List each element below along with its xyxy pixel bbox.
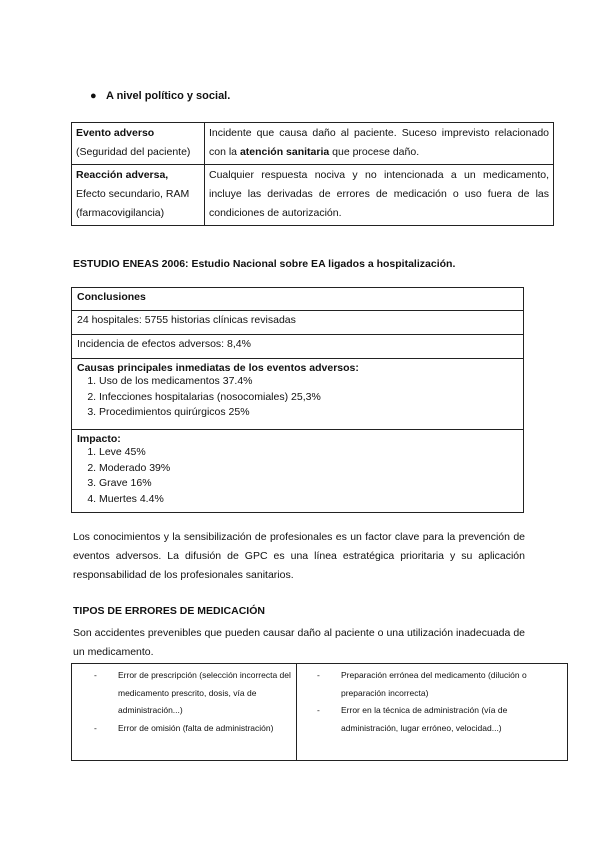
error-text: Preparación errónea del medicamento (dilución o preparación incorrecta)	[341, 670, 527, 698]
definitions-table	[71, 122, 554, 226]
list-item	[317, 702, 565, 737]
error-text: Error de omisión (falta de administración)	[118, 722, 274, 733]
dash-icon: -	[94, 670, 97, 680]
dash-icon: -	[94, 722, 97, 733]
error-types-box	[71, 663, 568, 761]
impact-list	[77, 445, 518, 507]
error-column-left	[94, 667, 294, 737]
dash-icon: -	[317, 705, 320, 715]
causes-list	[77, 374, 518, 421]
dash-icon: -	[317, 670, 320, 680]
definition-text: Cualquier respuesta nociva y no intencionada a un medicamento, incluye las derivadas de errores de medicación o uso fuera de las condiciones de autorización.	[209, 169, 549, 219]
term-title: Evento adverso	[76, 127, 155, 139]
study-title: ESTUDIO ENEAS 2006: Estudio Nacional sobre EA ligados a hospitalización.	[73, 258, 456, 270]
list-item: 1. Uso de los medicamentos 37.4%	[99, 374, 518, 390]
table-row	[72, 165, 554, 226]
list-item: 3. Procedimientos quirúrgicos 25%	[99, 405, 518, 421]
definition-cell	[205, 165, 554, 226]
error-column-right	[317, 667, 565, 737]
list-item: 3. Grave 16%	[99, 476, 518, 492]
term-cell	[72, 165, 205, 226]
term-cell	[72, 123, 205, 165]
conclusions-causes	[71, 359, 524, 430]
list-item	[317, 667, 565, 702]
definition-bold: atención sanitaria	[239, 146, 330, 158]
conclusions-hospitals: 24 hospitales: 5755 historias clínicas revisadas	[71, 311, 524, 335]
list-item: 2. Infecciones hospitalarias (nosocomiales) 25,3%	[99, 390, 518, 406]
bullet-heading	[90, 90, 230, 102]
error-text: Error en la técnica de administración (vía de administración, lugar erróneo, velocidad...)	[341, 705, 508, 733]
conclusions-header: Conclusiones	[71, 287, 524, 311]
bullet-icon: ●	[90, 90, 97, 102]
impact-label: Impacto:	[77, 433, 121, 445]
errors-section-title: TIPOS DE ERRORES DE MEDICACIÓN	[73, 605, 265, 617]
definition-text: Incidente que causa daño al paciente. Suceso imprevisto relacionado con la	[209, 127, 549, 158]
term-subtitle: Efecto secundario, RAM (farmacovigilancia)	[76, 188, 190, 219]
term-subtitle: (Seguridad del paciente)	[76, 146, 191, 158]
definition-cell	[205, 123, 554, 165]
conclusions-incidence: Incidencia de efectos adversos: 8,4%	[71, 335, 524, 359]
column-divider	[296, 664, 297, 760]
error-text: Error de prescripción (selección incorrecta del medicamento prescrito, dosis, vía de administración...)	[118, 670, 291, 715]
list-item: 4. Muertes 4.4%	[99, 492, 518, 508]
list-item: 1. Leve 45%	[99, 445, 518, 461]
gpc-paragraph: Los conocimientos y la sensibilización de profesionales es un factor clave para la prevención de eventos adversos. La difusión de GPC es una línea estratégica prioritaria y su aplicación responsabilidad de los profesionales sanitarios.	[73, 531, 525, 581]
errors-intro-paragraph: Son accidentes prevenibles que pueden causar daño al paciente o una utilización inadecuada de un medicamento.	[73, 627, 525, 658]
list-item: 2. Moderado 39%	[99, 461, 518, 477]
conclusions-impact	[71, 430, 524, 513]
causes-label: Causas principales inmediatas de los eventos adversos:	[77, 362, 359, 374]
list-item	[94, 720, 294, 738]
term-title: Reacción adversa,	[76, 169, 169, 181]
bullet-heading-text: A nivel político y social.	[106, 90, 231, 102]
table-row	[72, 123, 554, 165]
list-item	[94, 667, 294, 720]
definition-text-end: que procese daño.	[329, 146, 420, 158]
